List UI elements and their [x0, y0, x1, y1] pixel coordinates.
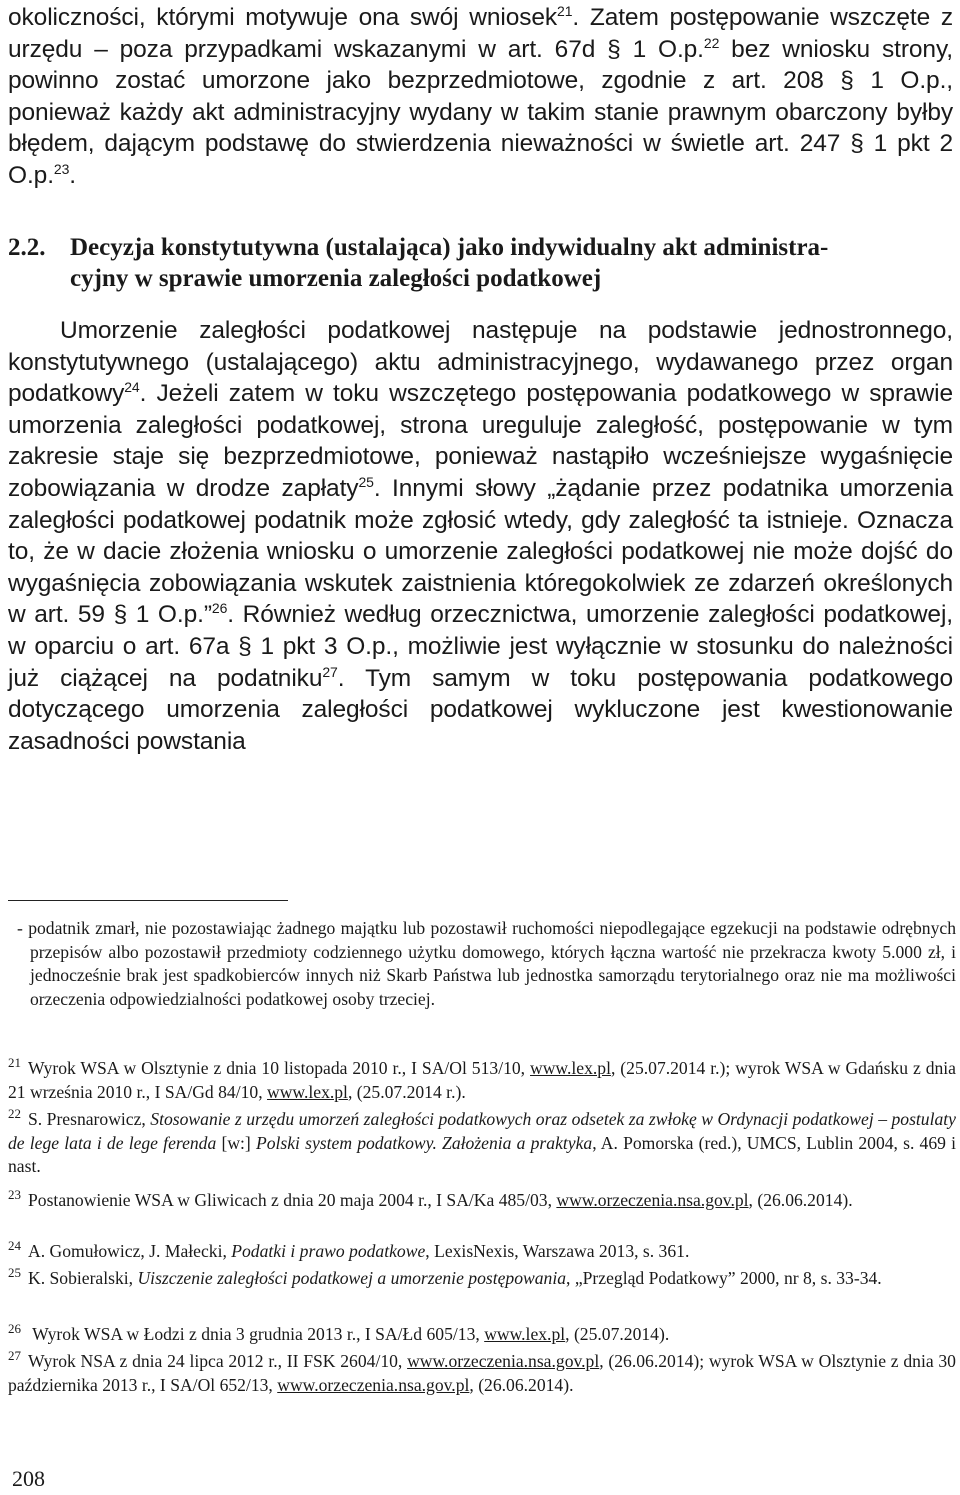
text-run: bez wniosku strony, powinno zostać umorzone jako bezprzedmiotowe, zgodnie z art. 208 § 1 O.p., ponieważ każdy akt administracyjny wydany w takim stanie prawnym obarczony byłby błędem, dającym podstawę do stwierdzenia nieważności w świetle art. 247 § 1 pkt 2 O.p. — [8, 35, 953, 189]
footnote-27: 27 Wyrok NSA z dnia 24 lipca 2012 r., II FSK 2604/10, www.orzeczenia.nsa.gov.pl, (26.06.2014); wyrok WSA w Olsztynie z dnia 30 października 2013 r., I SA/Ol 652/13, www.orzeczenia.nsa.gov.pl, (26.06.2014). — [8, 1348, 956, 1395]
footnote-separator — [8, 900, 288, 901]
footnote-26: 26 Wyrok WSA w Łodzi z dnia 3 grudnia 2013 r., I SA/Łd 605/13, www.lex.pl, (25.07.2014). — [8, 1321, 670, 1344]
text-run: . Zatem postępowanie wszczęte z urzędu – poza przypadkami wskazanymi w art. 67d § 1 O.p. — [8, 4, 953, 63]
paragraph-main — [8, 315, 953, 757]
text-run: okoliczności, którymi motywuje ona swój wniosek — [8, 4, 558, 31]
footnote-text: K. Sobieralski, — [28, 1268, 138, 1288]
footnote-21: 21 Wyrok WSA w Olsztynie z dnia 10 listopada 2010 r., I SA/Ol 513/10, www.lex.pl, (25.07.2014 r.); wyrok WSA w Gdańsku z dnia 21 września 2010 r., I SA/Gd 84/10, www.lex.pl, (25.07.2014 r.). — [8, 1055, 956, 1102]
footnote-link[interactable]: www.lex.pl — [484, 1324, 566, 1344]
footnote-book-title: Polski system podatkowy. Założenia a praktyka — [255, 1132, 593, 1153]
footnote-text: , (26.06.2014). — [469, 1374, 574, 1395]
footnote-text: , (26.06.2014); wyrok WSA w Olsztynie z dnia 30 października 2013 r., I SA/Ol 652/13, — [8, 1351, 956, 1395]
footnote-text: Wyrok NSA z dnia 24 lipca 2012 r., II FSK 2604/10, — [28, 1351, 408, 1371]
text-run: Umorzenie zaległości podatkowej następuje na podstawie jednostronnego, konstytutywnego (ustalającego) aktu administracyjnego, wydawanego przez organ podatkowy — [8, 317, 953, 408]
footnote-text: , LexisNexis, Warszawa 2013, s. 361. — [425, 1241, 690, 1261]
footnote-text: Wyrok WSA w Olsztynie z dnia 10 listopada 2010 r., I SA/Ol 513/10, — [28, 1058, 531, 1078]
footnote-link[interactable]: www.orzeczenia.nsa.gov.pl — [556, 1190, 749, 1210]
text-run: . — [69, 161, 76, 189]
section-heading — [8, 232, 953, 294]
footnote-link[interactable]: www.orzeczenia.nsa.gov.pl — [277, 1374, 470, 1395]
footnote-ref-27[interactable]: 27 — [322, 663, 338, 680]
footnote-title: Uiszczenie zaległości podatkowej a umorzenie postępowania — [137, 1268, 567, 1288]
page-number: 208 — [12, 1466, 45, 1491]
text-run: . Innymi słowy „żądanie przez podatnika umorzenia zaległości podatkowej podatnik może zgłosić wtedy, gdy zaległość ta istnieje. Oznacza to, że w dacie złożenia wniosku o umorzenie zaległości podatkowej nie może dojść do wygaśnięcia zobowiązania wskutek zaistnienia któregokolwiek ze zdarzeń określonych w art. 59 § 1 O.p.” — [8, 474, 953, 629]
footnote-ref-23[interactable]: 23 — [53, 160, 70, 177]
footnote-ref-22[interactable]: 22 — [703, 34, 720, 51]
section-title-line1: Decyzja konstytutywna (ustalająca) jako indywidualny akt administra- — [70, 234, 829, 261]
section-number: 2.2. — [8, 234, 46, 261]
text-run: . Również według orzecznictwa, umorzenie zaległości podatkowej, w oparciu o art. 67a § 1 pkt 3 O.p., możliwie jest wyłącznie w stosunku do należności już ciążącej na podatniku — [8, 601, 953, 692]
footnote-text: Wyrok WSA w Łodzi z dnia 3 grudnia 2013 r., I SA/Łd 605/13, — [28, 1324, 485, 1344]
footnote-link[interactable]: www.lex.pl — [530, 1058, 611, 1078]
section-title-line2: cyjny w sprawie umorzenia zaległości podatkowej — [70, 265, 602, 292]
footnote-link[interactable]: www.orzeczenia.nsa.gov.pl — [407, 1351, 600, 1371]
footnote-ref-24[interactable]: 24 — [124, 379, 140, 396]
footnote-text: S. Presnarowicz, — [28, 1109, 151, 1129]
footnote-22: 22 S. Presnarowicz, Stosowanie z urzędu umorzeń zaległości podatkowych oraz odsetek za zwłokę w Ordynacji podatkowej – postulaty de lege lata i de lege ferenda [w:] Polski system podatkowy. Założenia a praktyka, A. Pomorska (red.), UMCS, Lublin 2004, s. 469 i nast. — [8, 1106, 957, 1177]
footnote-text: , (26.06.2014). — [748, 1190, 853, 1210]
footnote-title: Stosowanie z urzędu umorzeń zaległości podatkowych oraz odsetek za zwłokę w Ordynacji podatkowej – postulaty de lege lata i de lege ferenda — [8, 1109, 956, 1153]
footnote-23: 23 Postanowienie WSA w Gliwicach z dnia 20 maja 2004 r., I SA/Ka 485/03, www.orzeczenia.nsa.gov.pl, (26.06.2014). — [8, 1187, 853, 1210]
footnote-25: 25 K. Sobieralski, Uiszczenie zaległości podatkowej a umorzenie postępowania, „Przegląd Podatkowy” 2000, nr 8, s. 33-34. — [8, 1265, 882, 1288]
paragraph-continuation — [8, 2, 953, 192]
footnote-ref-21[interactable]: 21 — [557, 2, 573, 19]
footnote-link[interactable]: www.lex.pl — [267, 1081, 348, 1102]
text-run: . Jeżeli zatem w toku wszczętego postępowania podatkowego w sprawie umorzenia zaległości podatkowej, strona ureguluje zaległość, postępowanie w tym zakresie staje się bezprzedmiotowe, ponieważ nastąpiło wcześniejsze wygaśnięcie zobowiązania w drodze zapłaty — [8, 380, 953, 502]
footnote-24: 24 A. Gomułowicz, J. Małecki, Podatki i prawo podatkowe, LexisNexis, Warszawa 2013, s. 361. — [8, 1238, 690, 1261]
footnote-title: Podatki i prawo podatkowe — [231, 1241, 426, 1261]
footnote-ref-26[interactable]: 26 — [211, 600, 228, 617]
footnote-text: Postanowienie WSA w Gliwicach z dnia 20 maja 2004 r., I SA/Ka 485/03, — [28, 1190, 557, 1210]
footnote-ref-25[interactable]: 25 — [358, 473, 374, 490]
footnote-text: , (25.07.2014 r.). — [347, 1081, 466, 1102]
text-run: . Tym samym w toku postępowania podatkowego dotyczącego umorzenia zaległości podatkowej wykluczone jest kwestionowanie zasadności powstania — [8, 664, 953, 755]
footnote-text: A. Gomułowicz, J. Małecki, — [28, 1241, 232, 1261]
footnote-text: , A. Pomorska (red.), UMCS, Lublin 2004, s. 469 i nast. — [8, 1132, 957, 1177]
footnote-text: [w:] — [216, 1132, 256, 1153]
footnote-continuation: - podatnik zmarł, nie pozostawiając żadnego majątku lub pozostawił ruchomości niepodlegające egzekucji na podstawie odrębnych przepisów albo pozostawił przedmioty codziennego użytku domowego, których łączna wartość nie przekracza kwoty 5.000 zł, i jednocześnie brak jest spadkobierców innych niż Skarb Państwa lub jednostka samorządu terytorialnego oraz nie ma możliwości orzeczenia odpowiedzialności podatkowej osoby trzeciej. — [17, 918, 956, 1009]
footnote-text: , „Przegląd Podatkowy” 2000, nr 8, s. 33-34. — [566, 1268, 882, 1288]
footnote-text: , (25.07.2014). — [565, 1324, 670, 1344]
footnote-text: , (25.07.2014 r.); wyrok WSA w Gdańsku z dnia 21 września 2010 r., I SA/Gd 84/10, — [8, 1058, 956, 1102]
